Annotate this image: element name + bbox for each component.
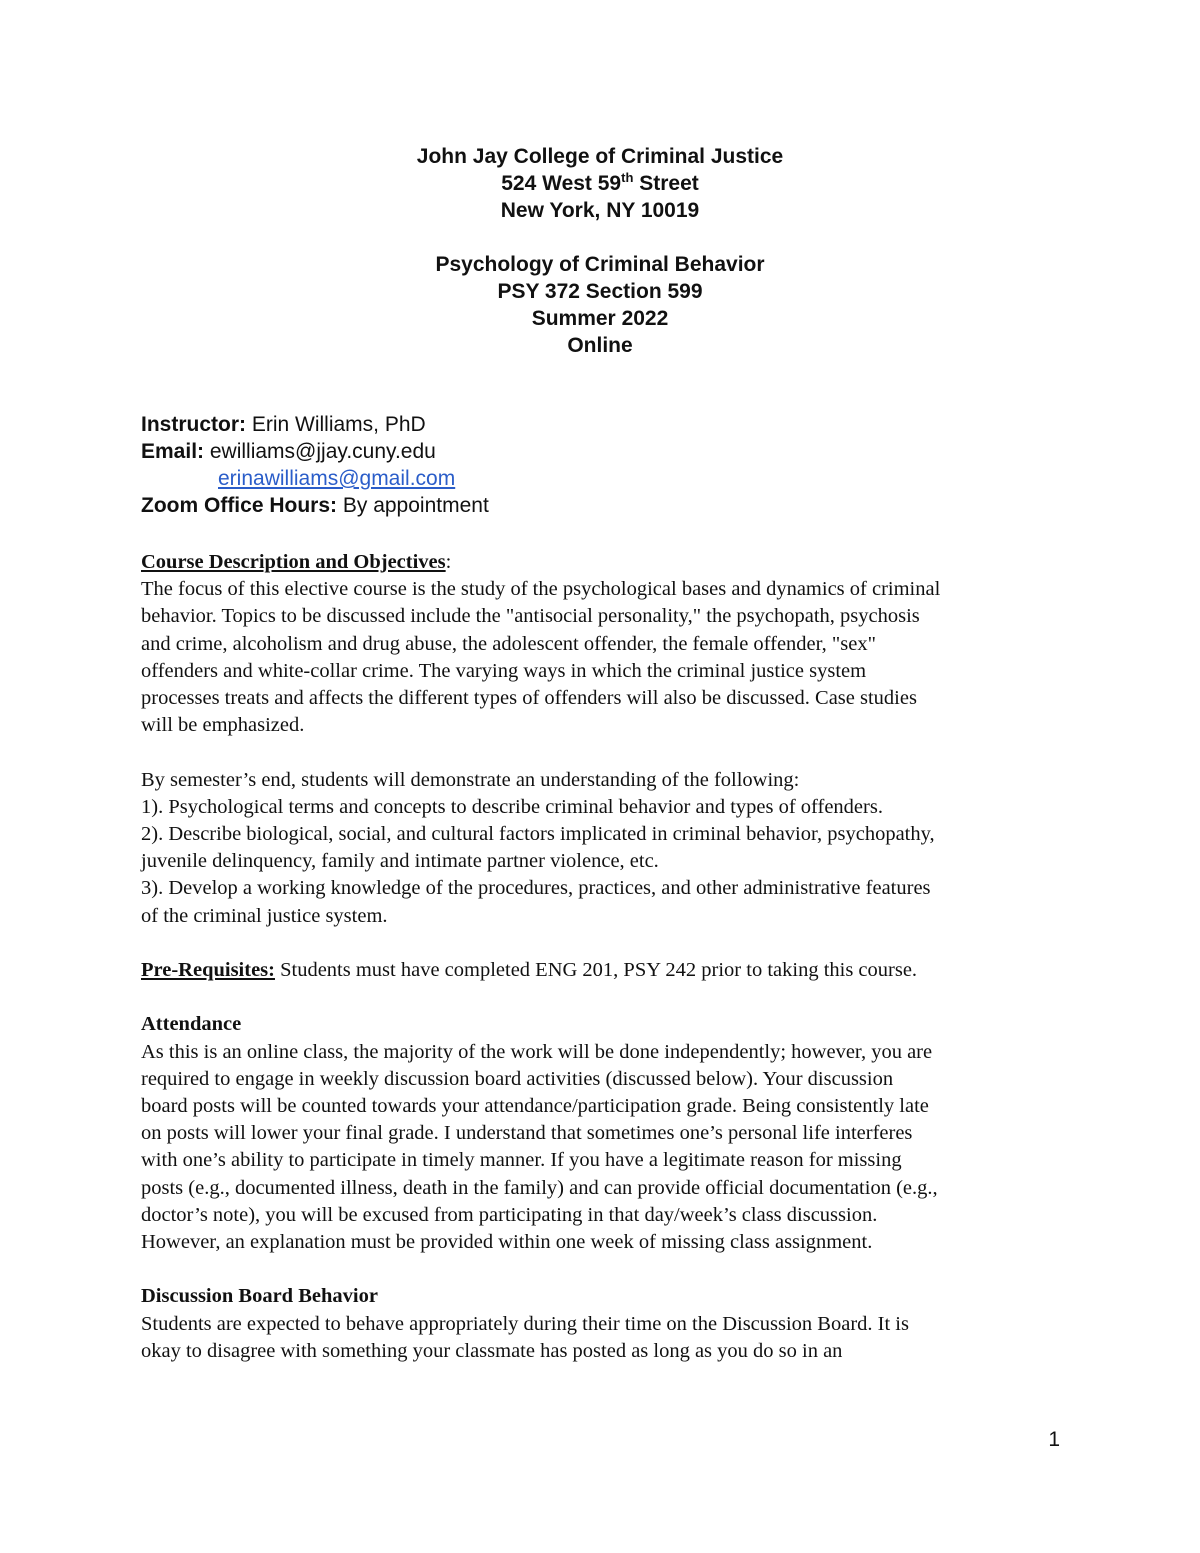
prerequisites-line: Pre-Requisites: Students must have completed ENG 201, PSY 242 prior to taking this course. <box>141 959 918 982</box>
attendance-line: on posts will lower your final grade. I understand that sometimes one’s personal life interferes <box>141 1122 913 1145</box>
attendance-line: with one’s ability to participate in timely manner. If you have a legitimate reason for missing <box>141 1149 902 1172</box>
course-term: Summer 2022 <box>531 307 669 330</box>
description-line: offenders and white-collar crime. The varying ways in which the criminal justice system <box>141 659 867 682</box>
objectives-line: juvenile delinquency, family and intimate partner violence, etc. <box>141 850 659 873</box>
office-hours-line: Zoom Office Hours: By appointment <box>141 494 489 517</box>
prerequisites-label: Pre-Requisites: <box>141 959 275 982</box>
description-line: behavior. Topics to be discussed include the "antisocial personality," the psychopath, psychosis <box>141 605 920 628</box>
email-line: Email: ewilliams@jjay.cuny.edu <box>141 440 436 463</box>
description-line: processes treats and affects the different types of offenders will also be discussed. Case studies <box>141 687 917 710</box>
attendance-line: However, an explanation must be provided within one week of missing class assignment. <box>141 1231 873 1254</box>
street-address: 524 West 59th Street <box>501 170 699 195</box>
instructor-contact <box>141 411 489 519</box>
city-address: New York, NY 10019 <box>500 199 700 222</box>
description-line: and crime, alcoholism and drug abuse, the adolescent offender, the female offender, "sex" <box>141 632 876 655</box>
institution-name: John Jay College of Criminal Justice <box>416 145 784 168</box>
syllabus-body <box>141 549 1071 1365</box>
discussion-board-line: Students are expected to behave appropriately during their time on the Discussion Board. It is <box>141 1312 909 1335</box>
course-description-heading: Course Description and Objectives: <box>141 551 452 573</box>
description-line: will be emphasized. <box>141 714 305 737</box>
attendance-line: board posts will be counted towards your attendance/participation grade. Being consistently late <box>141 1095 929 1118</box>
objectives-line: 2). Describe biological, social, and cultural factors implicated in criminal behavior, psychopathy, <box>141 823 935 846</box>
attendance-line: posts (e.g., documented illness, death in the family) and can provide official documentation (e.g., <box>141 1176 938 1199</box>
secondary-email-link[interactable]: erinawilliams@gmail.com <box>218 467 456 490</box>
attendance-line: doctor’s note), you will be excused from participating in that day/week’s class discussion. <box>141 1203 878 1226</box>
attendance-line: required to engage in weekly discussion board activities (discussed below). Your discussion <box>141 1067 894 1090</box>
description-line: The focus of this elective course is the study of the psychological bases and dynamics of criminal <box>141 578 941 601</box>
secondary-email-line <box>141 465 489 492</box>
instructor-line: Instructor: Erin Williams, PhD <box>141 413 426 436</box>
discussion-board-line: okay to disagree with something your classmate has posted as long as you do so in an <box>141 1339 843 1362</box>
attendance-heading: Attendance <box>141 1013 242 1036</box>
course-mode: Online <box>567 334 633 357</box>
objectives-line: of the criminal justice system. <box>141 904 388 927</box>
course-title: Psychology of Criminal Behavior <box>435 253 765 276</box>
discussion-board-heading: Discussion Board Behavior <box>141 1285 378 1308</box>
syllabus-header <box>0 143 1200 359</box>
objectives-line: 1). Psychological terms and concepts to describe criminal behavior and types of offenders. <box>141 795 883 818</box>
page-number: 1 <box>1048 1428 1060 1451</box>
objectives-line: By semester’s end, students will demonstrate an understanding of the following: <box>141 768 800 791</box>
attendance-line: As this is an online class, the majority of the work will be done independently; however, you are <box>141 1040 933 1063</box>
objectives-line: 3). Develop a working knowledge of the procedures, practices, and other administrative features <box>141 877 931 900</box>
course-code: PSY 372 Section 599 <box>497 280 703 303</box>
